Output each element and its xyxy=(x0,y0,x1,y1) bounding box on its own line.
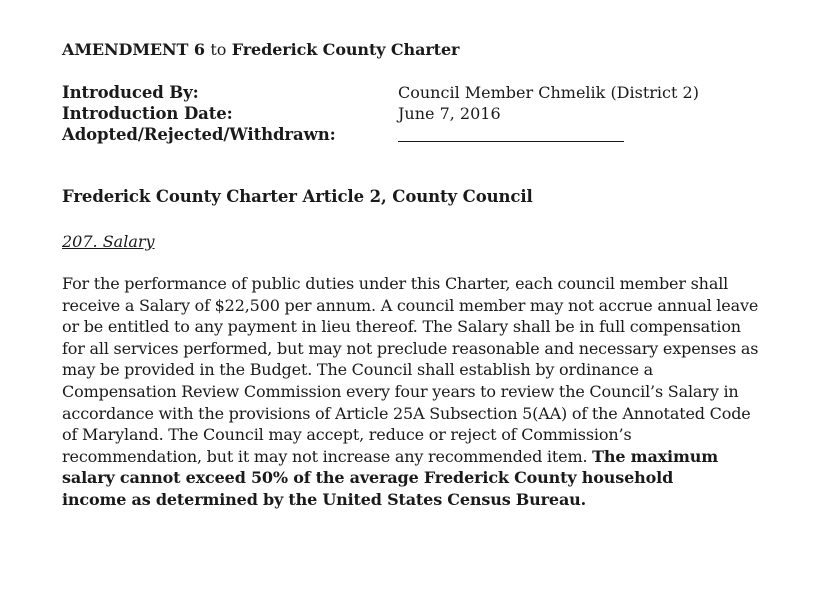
amendment-title xyxy=(62,40,459,59)
introduction-date-label: Introduction Date: xyxy=(62,104,233,123)
section-body xyxy=(62,273,807,511)
section-heading: 207. Salary xyxy=(62,232,155,251)
introduction-date-value: June 7, 2016 xyxy=(398,104,501,123)
body-line: of Maryland. The Council may accept, reduce or reject of Commission’s xyxy=(62,425,632,445)
amendment-metadata xyxy=(62,82,802,145)
status-blank-line xyxy=(398,127,624,142)
introduced-by-row xyxy=(62,82,802,103)
body-line: Compensation Review Commission every four years to review the Council’s Salary in xyxy=(62,381,739,401)
body-line: accordance with the provisions of Article 25A Subsection 5(AA) of the Annotated Code xyxy=(62,403,751,423)
status-label: Adopted/Rejected/Withdrawn: xyxy=(62,125,336,144)
body-line-plain-part: recommendation, but it may not increase any recommended item. xyxy=(62,446,588,466)
article-heading: Frederick County Charter Article 2, County Council xyxy=(62,187,533,206)
status-row xyxy=(62,124,802,145)
body-line: For the performance of public duties under this Charter, each council member shall xyxy=(62,274,729,293)
introduction-date-row xyxy=(62,103,802,124)
body-line-bold-part: The maximum xyxy=(592,446,719,466)
body-line-bold xyxy=(62,467,807,489)
introduced-by-label: Introduced By: xyxy=(62,83,199,102)
introduced-by-value: Council Member Chmelik (District 2) xyxy=(398,83,699,102)
body-line: receive a Salary of $22,500 per annum. A council member may not accrue annual leave xyxy=(62,295,759,315)
amendment-label: AMENDMENT 6 xyxy=(62,40,205,59)
body-line-mixed xyxy=(62,446,807,468)
bold-text: salary cannot exceed 50% of the average Frederick County household xyxy=(62,468,674,488)
body-line-bold xyxy=(62,489,807,511)
body-line: may be provided in the Budget. The Council shall establish by ordinance a xyxy=(62,360,654,380)
amendment-to-word: to xyxy=(210,40,227,59)
body-line: or be entitled to any payment in lieu thereof. The Salary shall be in full compensation xyxy=(62,317,741,337)
charter-name: Frederick County Charter xyxy=(231,40,460,59)
body-line: for all services performed, but may not preclude reasonable and necessary expenses as xyxy=(62,338,759,358)
bold-text: income as determined by the United States Census Bureau. xyxy=(62,489,587,509)
